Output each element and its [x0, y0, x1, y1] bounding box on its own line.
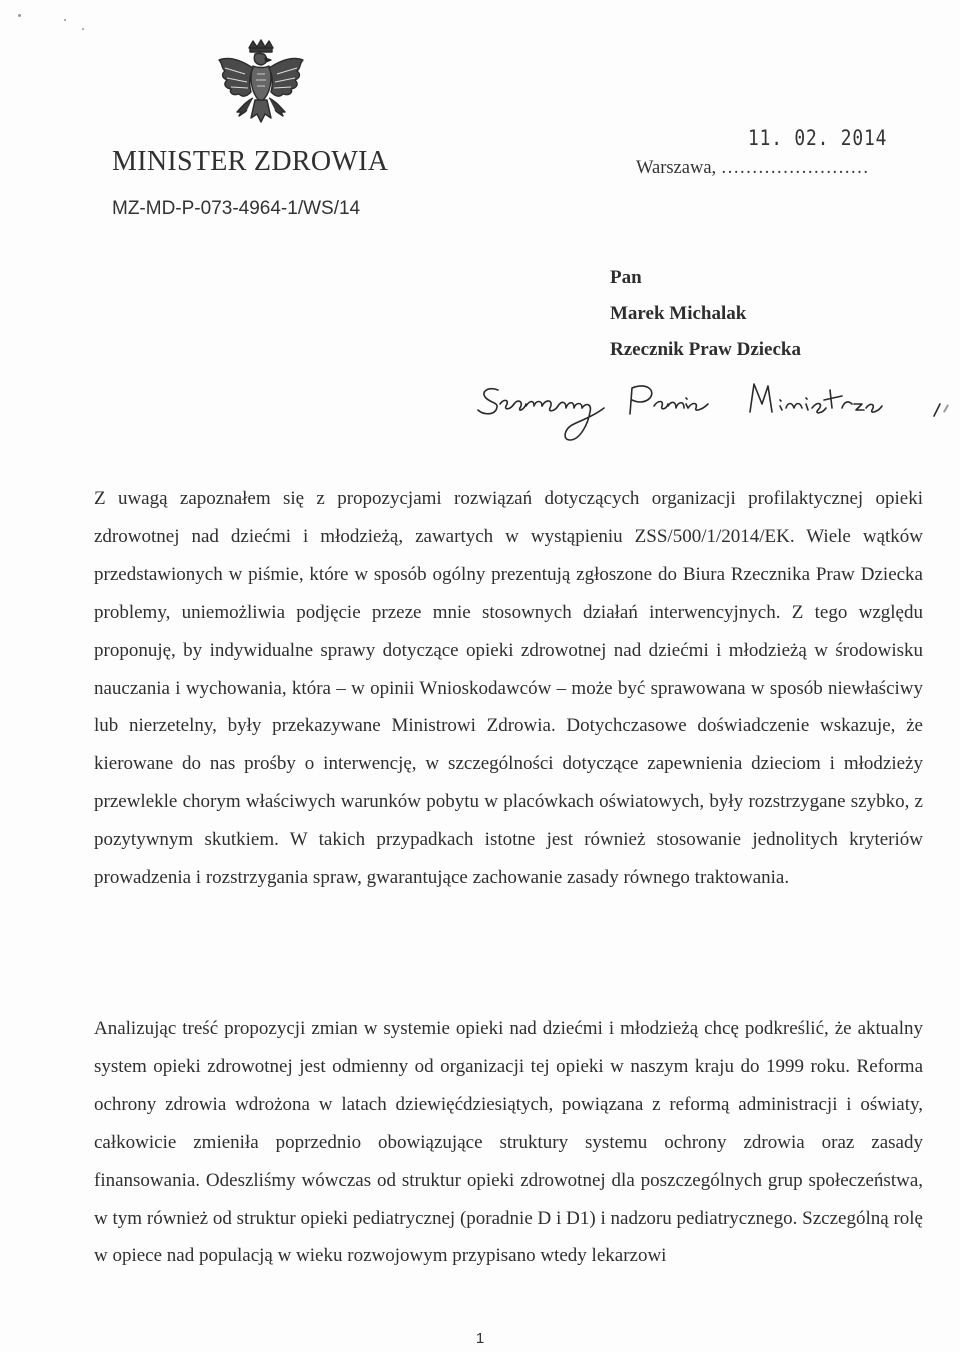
reference-number: MZ-MD-P-073-4964-1/WS/14: [112, 198, 361, 219]
scan-speck: [82, 28, 84, 30]
ministry-title: MINISTER ZDROWIA: [112, 146, 389, 177]
body-paragraph-1: Z uwagą zapoznałem się z propozycjami rozwiązań dotyczących organizacji profilaktycznej opieki zdrowotnej nad dziećmi i młodzieżą, zawartych w wystąpieniu ZSS/500/1/2014/EK. Wiele wątków przedstawionych w piśmie, które w sposób ogólny prezentują zgłoszone do Biura Rzecznika Praw Dziecka problemy, uniemożliwia podjęcie przeze mnie stosownych działań interwencyjnych. Z tego względu proponuję, by indywidualne sprawy dotyczące opieki zdrowotnej nad dziećmi i młodzieżą w środowisku nauczania i wychowania, która – w opinii Wnioskodawców – może być sprawowana w sposób niewłaściwy lub nierzetelny, były przekazywane Ministrowi Zdrowia. Dotychczasowe doświadczenie wskazuje, że kierowane do nas prośby o interwencję, w szczególności dotyczące zapewnienia dzieciom i młodzieży przewlekle chorym właściwych warunków pobytu w placówkach oświatowych, były rozstrzygane szybko, z pozytywnym skutkiem. W takich przypadkach istotne jest również stosowanie jednolitych kryteriów prowadzenia i rozstrzygania spraw, gwarantujące zachowanie zasady równego traktowania.: [94, 488, 923, 889]
handwritten-salutation: [470, 378, 950, 450]
addressee-title: Pan: [610, 267, 642, 288]
polish-eagle-emblem-icon: [215, 38, 307, 138]
addressee-name: Marek Michalak: [610, 303, 747, 324]
addressee-block: [610, 260, 801, 368]
body-paragraph-2: Analizując treść propozycji zmian w systemie opieki nad dziećmi i młodzieżą chcę podkreślić, że aktualny system opieki zdrowotnej jest odmienny od organizacji tej opieki w naszym kraju do 1999 roku. Reforma ochrony zdrowia wdrożona w latach dziewięćdziesiątych, powiązana z reformą administracji i oświaty, całkowicie zmieniła poprzednio obowiązujące struktury systemu ochrony zdrowia oraz zasady finansowania. Odeszliśmy wówczas od struktur opieki zdrowotnej dla poszczególnych grup społeczeństwa, w tym również od struktur opieki pediatrycznej (poradnie D i D1) i nadzoru pediatrycznego. Szczególną rolę w opiece nad populacją w wieku rozwojowym przypisano wtedy lekarzowi: [94, 1018, 923, 1267]
scan-speck: [64, 19, 66, 21]
place-date-line: Warszawa, ……………………: [636, 158, 869, 178]
page-number: 1: [475, 1330, 485, 1347]
scan-speck: [18, 14, 21, 17]
stamped-date: 11. 02. 2014: [748, 126, 888, 150]
addressee-position: Rzecznik Praw Dziecka: [610, 339, 801, 360]
